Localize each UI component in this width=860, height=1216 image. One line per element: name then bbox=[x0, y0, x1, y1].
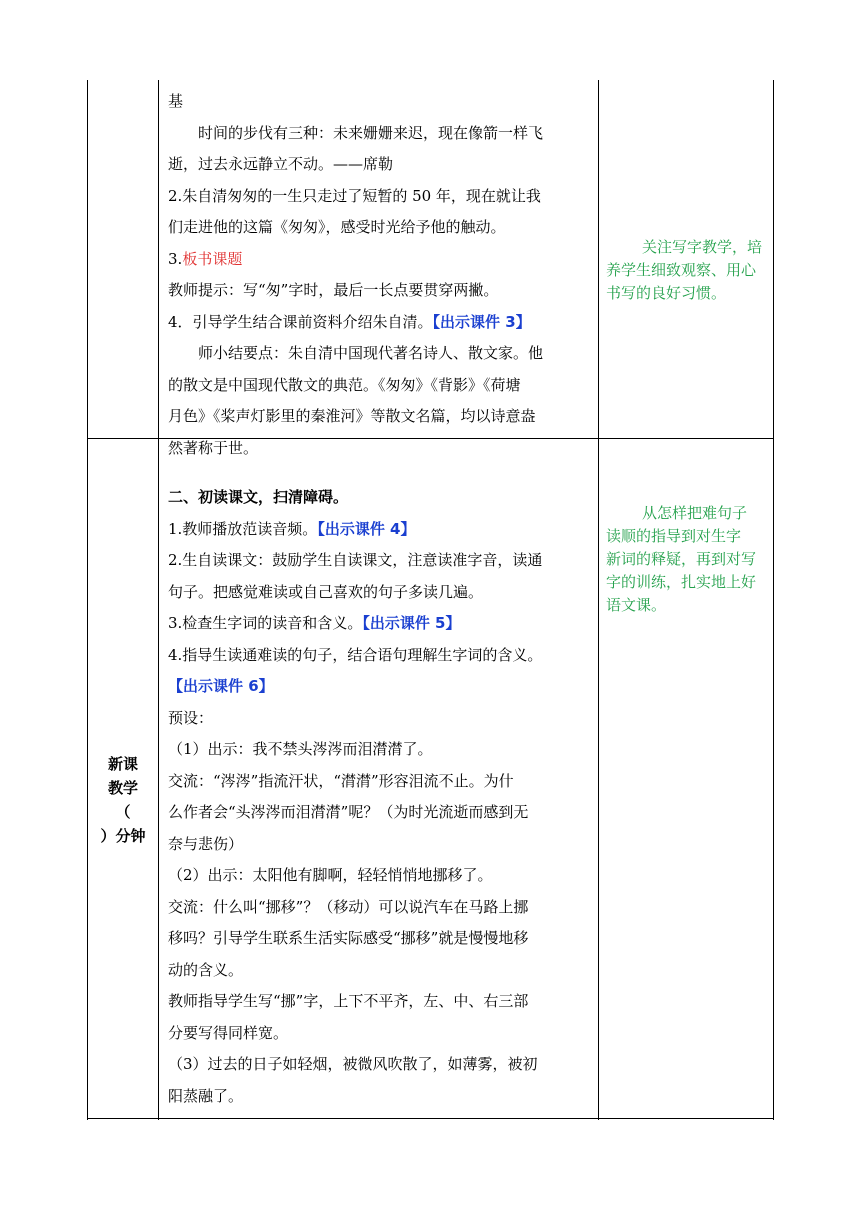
row2-note-cell bbox=[606, 502, 768, 617]
example-1-talk: 奈与悲伤） bbox=[168, 834, 244, 853]
note-line: 新词的释疑，再到对写 bbox=[606, 550, 757, 568]
quote-line: 逝，过去永远静立不动。——席勒 bbox=[168, 155, 394, 173]
step-2-line: 2.生自读课文：鼓励学生自读课文，注意读准字音，读通 bbox=[168, 551, 543, 569]
preset-label: 预设： bbox=[168, 708, 214, 727]
table-border-left bbox=[87, 80, 88, 1120]
step-2-line: 句子。把感觉难读或自己喜欢的句子多读几遍。 bbox=[168, 582, 484, 601]
courseware-tag: 【出示课件 3】 bbox=[432, 312, 531, 331]
step-3-text: 3.检查生字词的读音和含义。 bbox=[168, 614, 363, 632]
row2-content-cell bbox=[168, 482, 598, 1112]
summary-line: 的散文是中国现代散文的典范。《匆匆》《背影》《荷塘 bbox=[168, 375, 521, 394]
note-line: 养学生细致观察、用心 bbox=[606, 261, 757, 279]
stage-label-line: 教学 bbox=[107, 779, 138, 797]
step-4-line: 4.指导生读通难读的句子，结合语句理解生字词的含义。 bbox=[168, 645, 543, 664]
step-2-line: 2.朱自清匆匆的一生只走过了短暂的 50 年，现在就让我 bbox=[168, 186, 541, 205]
text-line: 基 bbox=[168, 92, 184, 110]
step-4-text: 4．引导学生结合课前资料介绍朱自清。 bbox=[168, 312, 433, 331]
row1-content-cell bbox=[168, 86, 598, 464]
courseware-tag: 【出示课件 4】 bbox=[317, 519, 416, 538]
example-1-show: （1）出示：我不禁头涔涔而泪潸潸了。 bbox=[168, 740, 433, 758]
note-line: 语文课。 bbox=[606, 596, 667, 614]
quote-line: 时间的步伐有三种：未来姗姗来迟，现在像箭一样飞 bbox=[198, 123, 544, 142]
stage-label-line: （ bbox=[115, 803, 131, 821]
example-1-talk: 么作者会“头涔涔而泪潸潸”呢？（为时光流逝而感到无 bbox=[168, 803, 529, 821]
step-1-text: 1.教师播放范读音频。 bbox=[168, 519, 318, 538]
summary-line: 月色》《桨声灯影里的秦淮河》等散文名篇，均以诗意盎 bbox=[168, 407, 536, 425]
step-3-line bbox=[168, 608, 598, 640]
example-2-talk: 动的含义。 bbox=[168, 960, 244, 979]
example-3-line: （3）过去的日子如轻烟，被微风吹散了，如薄雾，被初 bbox=[168, 1055, 538, 1073]
courseware-tag: 【出示课件 6】 bbox=[168, 677, 274, 695]
stage-label-line: ）分钟 bbox=[100, 827, 146, 845]
table-divider-note bbox=[598, 80, 599, 1120]
step-3-line bbox=[168, 244, 598, 276]
step-number: 3. bbox=[168, 249, 183, 268]
row1-note-cell bbox=[606, 236, 768, 305]
summary-line: 然著称于世。 bbox=[168, 438, 259, 457]
note-line: 字的训练，扎实地上好 bbox=[606, 573, 757, 591]
note-line: 关注写字教学，培 bbox=[642, 238, 763, 256]
stage-label-line: 新课 bbox=[107, 755, 138, 773]
step-1-line bbox=[168, 514, 598, 546]
example-2-show: （2）出示：太阳他有脚啊，轻轻悄悄地挪移了。 bbox=[168, 866, 493, 884]
example-2-talk: 移吗？引导学生联系生活实际感受“挪移”就是慢慢地移 bbox=[168, 929, 529, 947]
table-border-bottom bbox=[87, 1118, 774, 1119]
example-2-talk: 交流：什么叫“挪移”？（移动）可以说汽车在马路上挪 bbox=[168, 897, 529, 916]
note-line: 从怎样把难句子 bbox=[642, 504, 748, 522]
example-1-talk: 交流：“涔涔”指流汗状，“潸潸”形容泪流不止。为什 bbox=[168, 771, 514, 790]
section-heading: 二、初读课文，扫清障碍。 bbox=[168, 488, 349, 506]
note-line: 书写的良好习惯。 bbox=[606, 284, 727, 302]
writing-guide: 分要写得同样宽。 bbox=[168, 1023, 289, 1042]
board-title-text: 板书课题 bbox=[182, 249, 243, 268]
note-line: 读顺的指导到对生字 bbox=[606, 527, 742, 545]
summary-line: 师小结要点：朱自清中国现代著名诗人、散文家。他 bbox=[198, 344, 544, 362]
step-4-line bbox=[168, 307, 598, 339]
writing-guide: 教师指导学生写“挪”字，上下不平齐，左、中、右三部 bbox=[168, 992, 529, 1010]
table-divider-stage bbox=[158, 80, 159, 1120]
courseware-tag: 【出示课件 5】 bbox=[362, 614, 461, 632]
example-3-line: 阳蒸融了。 bbox=[168, 1086, 244, 1105]
stage-label bbox=[88, 752, 158, 848]
teacher-hint: 教师提示：写“匆”字时，最后一长点要贯穿两撇。 bbox=[168, 281, 499, 299]
table-border-right bbox=[773, 80, 774, 1120]
step-2-line: 们走进他的这篇《匆匆》，感受时光给予他的触动。 bbox=[168, 218, 506, 236]
